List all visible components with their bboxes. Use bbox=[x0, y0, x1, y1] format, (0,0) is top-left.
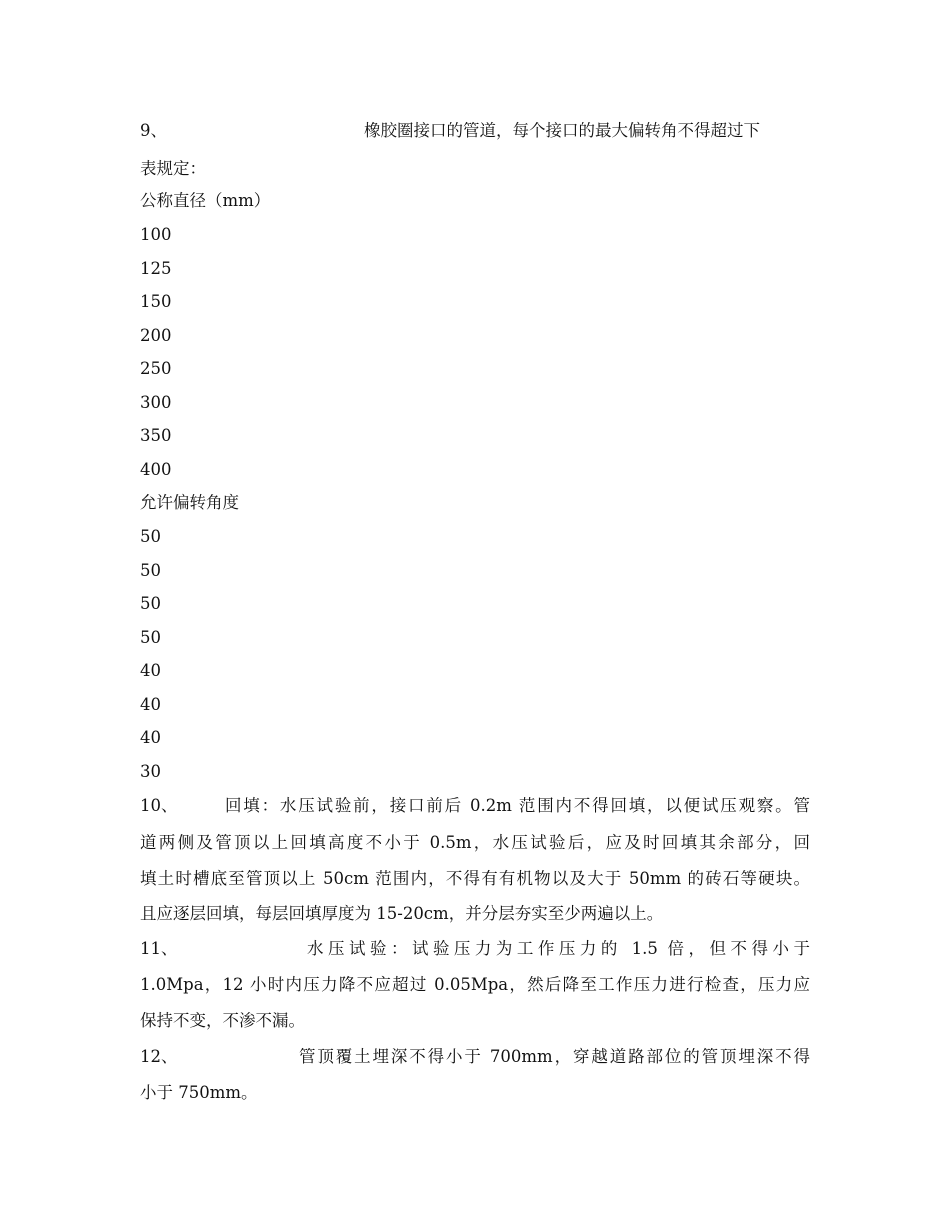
diameter-value: 150 bbox=[140, 292, 172, 311]
angle-value: 30 bbox=[140, 762, 161, 781]
angle-value: 50 bbox=[140, 628, 161, 647]
angle-value: 50 bbox=[140, 561, 161, 580]
item9-number: 9、 bbox=[140, 121, 167, 140]
diameter-value: 200 bbox=[140, 326, 172, 345]
item11-text-line: 1.0Mpa，12 小时内压力降不应超过 0.05Mpa，然后降至工作压力进行检查，压力应 bbox=[140, 975, 810, 994]
diameter-value: 400 bbox=[140, 460, 172, 479]
item10-text-line: 道两侧及管顶以上回填高度不小于 0.5m，水压试验后，应及时回填其余部分，回 bbox=[140, 833, 810, 852]
item10-text-line: 回填：水压试验前，接口前后 0.2m 范围内不得回填，以便试压观察。管 bbox=[225, 796, 810, 815]
angle-header: 允许偏转角度 bbox=[140, 493, 239, 512]
diameter-value: 300 bbox=[140, 393, 172, 412]
item10-text-line: 填土时槽底至管顶以上 50cm 范围内，不得有有机物以及大于 50mm 的砖石等硬块。 bbox=[140, 869, 810, 888]
item10-number: 10、 bbox=[140, 796, 178, 815]
item12-text-line: 管顶覆土埋深不得小于 700mm，穿越道路部位的管顶埋深不得 bbox=[299, 1047, 810, 1066]
item9-text-line2: 表规定： bbox=[140, 159, 206, 178]
diameter-value: 250 bbox=[140, 359, 172, 378]
item12-number: 12、 bbox=[140, 1047, 178, 1066]
item12-text-line: 小于 750mm。 bbox=[140, 1083, 258, 1102]
diameter-header: 公称直径（mm） bbox=[140, 191, 271, 210]
item11-number: 11、 bbox=[140, 939, 178, 958]
angle-value: 40 bbox=[140, 728, 161, 747]
angle-value: 50 bbox=[140, 527, 161, 546]
diameter-value: 350 bbox=[140, 426, 172, 445]
angle-value: 50 bbox=[140, 594, 161, 613]
item9-text-line1: 橡胶圈接口的管道，每个接口的最大偏转角不得超过下 bbox=[364, 121, 760, 140]
item11-text-line: 保持不变，不渗不漏。 bbox=[140, 1011, 305, 1030]
diameter-value: 100 bbox=[140, 225, 172, 244]
angle-value: 40 bbox=[140, 695, 161, 714]
item11-text-line: 水压试验：试验压力为工作压力的 1.5 倍，但不得小于 bbox=[307, 939, 810, 958]
diameter-value: 125 bbox=[140, 259, 172, 278]
angle-value: 40 bbox=[140, 661, 161, 680]
item10-text-line: 且应逐层回填，每层回填厚度为 15-20cm，并分层夯实至少两遍以上。 bbox=[140, 904, 664, 923]
